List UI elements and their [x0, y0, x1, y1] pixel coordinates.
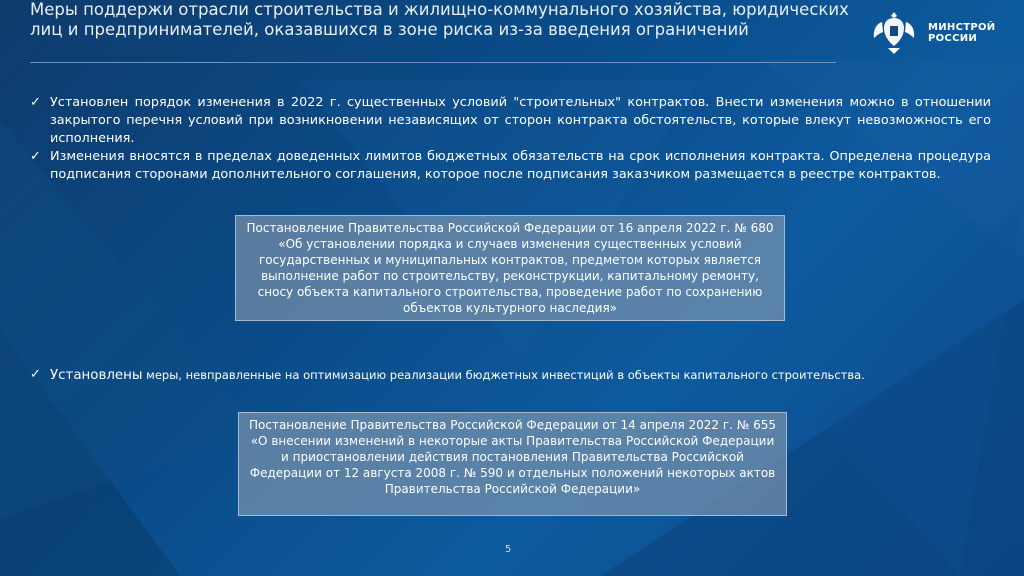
bullet-item — [30, 94, 991, 148]
checkmark-icon: ✓ — [30, 95, 41, 110]
title-divider — [30, 62, 836, 63]
bullet-lead-text: Установлены — [50, 368, 143, 383]
logo-line-1: МИНСТРОЙ — [928, 22, 996, 33]
logo-line-2: РОССИИ — [928, 33, 978, 44]
checkmark-icon: ✓ — [30, 149, 41, 164]
bullet-text: Установлен порядок изменения в 2022 г. существенных условий "строительных" контрактов. Внести изменения можно в отношении закрытого перечня условий при возникновении независящих от сторон контракта обстоятельств, которые влекут невозможность его исполнения. — [50, 95, 991, 146]
bullet-text: меры, невправленные на оптимизацию реализации бюджетных инвестиций в объекты капитального строительства. — [142, 368, 865, 382]
bullet-item — [30, 148, 991, 184]
slide-title: Меры поддержи отрасли строительства и жилищно-коммунального хозяйства, юридических лиц и предпринимателей, оказавшихся в зоне риска из-за введения ограничений — [30, 0, 849, 39]
decree-box-680: Постановление Правительства Российской Федерации от 16 апреля 2022 г. № 680 «Об установлении порядка и случаев изменения существенных условий государственных и муниципальных контрактов, предметом которых является выполнение работ по строительству, реконструкции, капитальному ремонту, сносу объекта капитального строительства, проведение работ по сохранению объектов культурного наследия» — [235, 215, 785, 321]
bullet-text: Изменения вносятся в пределах доведенных лимитов бюджетных обязательств на срок исполнения контракта. Определена процедура подписания сторонами дополнительного соглашения, которое после подписания заказчиком размещается в реестре контрактов. — [50, 149, 991, 182]
decree-box-655: Постановление Правительства Российской Федерации от 14 апреля 2022 г. № 655 «О внесении изменений в некоторые акты Правительства Российской Федерации и приостановлении действия постановления Правительства Российской Федерации от 12 августа 2008 г. № 590 и отдельных положений некоторых актов Правительства Российской Федерации» — [238, 412, 787, 516]
bullet-item — [30, 366, 1015, 385]
page-number: 5 — [505, 544, 512, 555]
checkmark-icon: ✓ — [30, 367, 41, 382]
bullet-list — [30, 94, 991, 184]
